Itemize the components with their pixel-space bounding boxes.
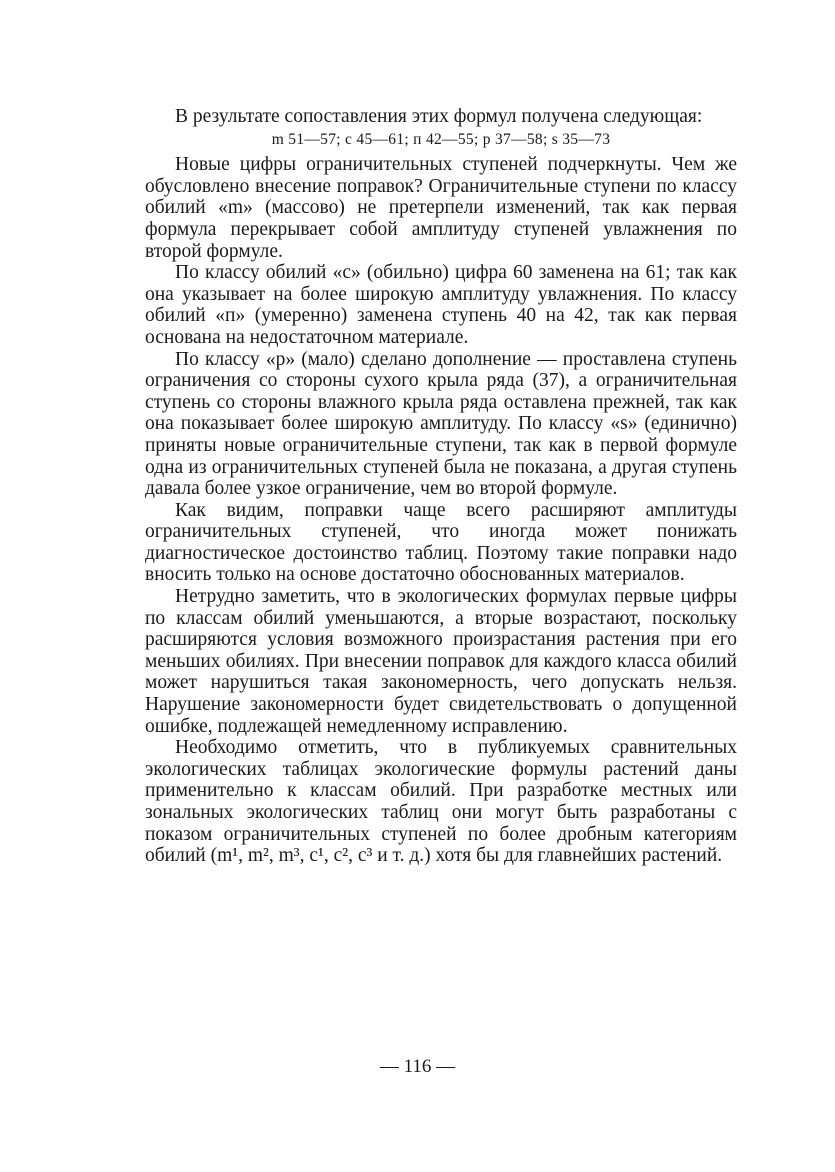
paragraph-6: Необходимо отметить, что в публикуемых сравнительных экологических таблицах экологические формулы растений даны применительно к классам обилий. При разработке местных или зональных экологических таблиц они могут быть разработаны с показом ограничительных ступеней по более дробным категориям обилий (m¹, m², m³, c¹, c², c³ и т. д.) хотя бы для главнейших растений. [145,737,737,867]
page-number: — 116 — [379,1056,456,1077]
body-text [145,106,737,867]
paragraph-1: Новые цифры ограничительных ступеней подчеркнуты. Чем же обусловлено внесение поправок? Ограничительные ступени по классу обилий «m» (массово) не претерпели изменений, так как первая формула перекрывает собой амплитуду ступеней увлажнения по второй формуле. [145,154,737,262]
paragraph-5: Нетрудно заметить, что в экологических формулах первые цифры по классам обилий уменьшаются, а вторые возрастают, поскольку расширяются условия возможного произрастания растения при его меньших обилиях. При внесении поправок для каждого класса обилий может нарушиться такая закономерность, чего допускать нельзя. Нарушение закономерности будет свидетельствовать о допущенной ошибке, подлежащей немедленному исправлению. [145,586,737,737]
ecological-formula: m 51—57; c 45—61; п 42—55; р 37—58; s 35—73 [271,130,611,148]
paragraph-4: Как видим, поправки чаще всего расширяют амплитуды ограничительных ступеней, что иногда может понижать диагностическое достоинство таблиц. Поэтому такие поправки надо вносить только на основе достаточно обоснованных материалов. [145,499,737,586]
paragraph-3: По классу «р» (мало) сделано дополнение — проставлена ступень ограничения со стороны сухого крыла ряда (37), а ограничительная ступень со стороны влажного крыла ряда оставлена прежней, так как она показывает более широкую амплитуду. По классу «s» (единично) приняты новые ограничительные ступени, так как в первой формуле одна из ограничительных ступеней была не показана, а другая ступень давала более узкое ограничение, чем во второй формуле. [145,348,737,500]
paragraph-2: По классу обилий «с» (обильно) цифра 60 заменена на 61; так как она указывает на более широкую амплитуду увлажнения. По классу обилий «п» (умеренно) заменена ступень 40 на 42, так как первая основана на недостаточном материале. [145,262,737,348]
intro-paragraph: В результате сопоставления этих формул получена следующая: [175,106,703,127]
